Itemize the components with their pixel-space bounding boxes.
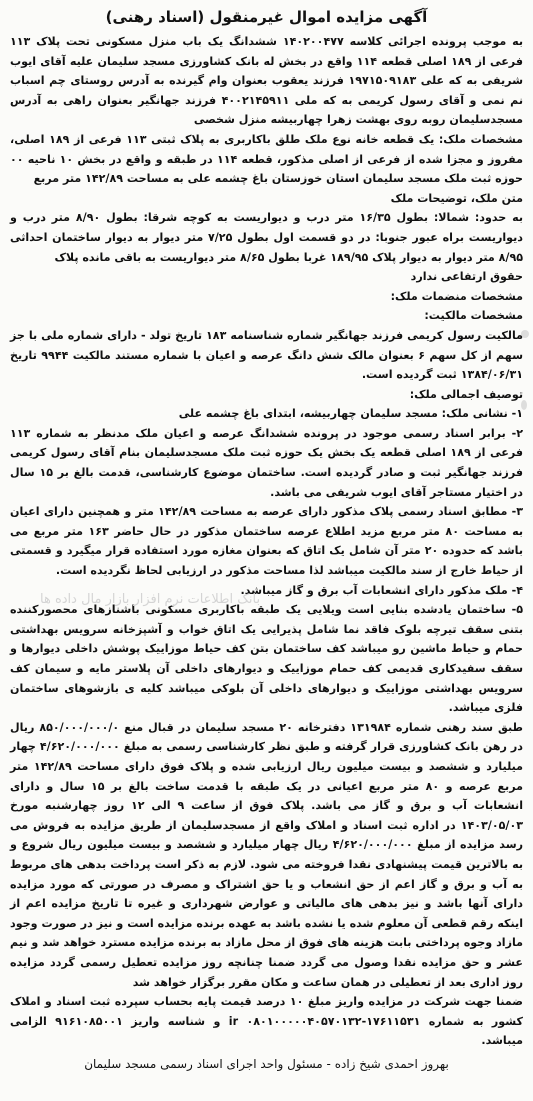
property-boundaries: به حدود: شمالا: بطول ۱۶/۳۵ متر درب و دیواریست به کوچه شرقا: بطول ۸/۹۰ متر درب و دیواریست براه عبور جنوبا: در دو قسمت اول بطول ۷/۲۵ متر دیوار به دیوار ساختمان احداثی ۸/۹۵ متر دیوار به دیوار پلاک ۱۸۹/۹۵ غربا بطول ۸/۶۵ متر دیواریست به باقی مانده پلاک: [10, 211, 523, 264]
ink-spot: [521, 330, 529, 338]
item-address: ۱- نشانی ملک: مسجد سلیمان چهاربیشه، ابتدای باغ چشمه علی: [178, 407, 523, 421]
annex-heading: مشخصات منضمات ملک:: [390, 289, 523, 303]
ownership-paragraph: مالکیت رسول کریمی فرزند جهانگیر شماره شناسنامه ۱۸۳ تاریخ تولد - دارای شماره ملی با جز سهم از کل سهم ۶ بعنوان مالک شش دانگ عرصه و اعیان با شماره مستند مالکیت ۹۹۴۴ تاریخ ۱۳۸۴/۰۶/۳۱ ثبت گردیده است.: [10, 328, 523, 382]
item-utilities: ۴- ملک مذکور دارای انشعابات آب برق و گاز میباشد.: [240, 583, 523, 597]
item-building: ۵- ساختمان یادشده بنایی است ویلایی یک طبقه باکاربری مسکونی باشنازهای محصورکننده بتنی سقف تیرچه بلوک فاقد نما شامل پذیرایی یک اتاق خواب و آشپزخانه سرویس بهداشتی حمام و حیاط ماشین رو میباشد کف ساختمان بتن کف حیاط موزاییک پوشش داخلی دیوارها و سقف سفیدکاری قدیمی کف حمام موزاییک و دیوارهای داخلی آن پلاستر مایه و سیمان کف سرویس بهداشتی موزاییک و دیوارهای داخلی آن بلوکی میباشد کلیه ی بازشوهای ساختمان فلزی میباشد.: [10, 603, 523, 715]
property-specs: مشخصات ملک: یک قطعه خانه نوع ملک طلق باکاربری به پلاک ثبتی ۱۱۳ فرعی از ۱۸۹ اصلی، مفروز و مجزا شده از فرعی از اصلی مذکور، قطعه ۱۱۴ در طبقه و واقع در بخش ۱۰ ناحیه ۰۰ حوزه ثبت ملک مسجد سلیمان استان خوزستان باغ چشمه علی به مساحت ۱۴۲/۸۹ متر مربع: [10, 132, 523, 186]
property-text-label: متن ملک، توضیحات ملک: [390, 191, 523, 205]
ownership-heading: مشخصات مالکیت:: [424, 309, 523, 323]
item-documents: ۲- برابر اسناد رسمی موجود در پرونده ششدانگ عرصه و اعیان ملک مدنظر به شماره ۱۱۳ فرعی از ۱۸۹ اصلی قطعه یک بخش یک حوزه ثبت ملک مسجدسلیمان بنام آقای رسول کریمی فرزند جهانگیر ثبت و صادر گردیده است. ساختمان موضوع کارشناسی، قدمت بالغ بر ۱۵ سال در اختیار مستاجر آقای ایوب شریفی می باشد.: [10, 426, 523, 499]
signature-line: بهروز احمدی شیخ زاده - مسئول واحد اجرای اسناد رسمی مسجد سلیمان: [84, 1056, 449, 1071]
deposit-paragraph: ضمنا جهت شرکت در مزایده واریز مبلغ ۱۰ درصد قیمت پایه بحساب سپرده ثبت اسناد و املاک کشور به شماره ۱۷۶۱۱۵۳۱-۰۸۰۱۰۰۰۰۰۴۰۵۷۰۱۳۲ ir و شناسه واریز ۹۱۶۱۰۸۵۰۰۱ الزامی میباشد.: [10, 995, 524, 1048]
description-heading: توصیف اجمالی ملک:: [409, 387, 523, 401]
watermark-text: بانک اطلاعات نرم افزار بازار مال داده ها: [40, 592, 261, 607]
mortgage-paragraph: طبق سند رهنی شماره ۱۳۱۹۸۴ دفترخانه ۲۰ مسجد سلیمان در قبال منع ۸۵۰/۰۰۰/۰۰۰/۰ ریال در رهن بانک کشاورزی قرار گرفته و طبق نظر کارشناسی رسمی به مبلغ ۴/۶۲۰/۰۰۰/۰۰۰ چهار میلیارد و ششصد و بیست میلیون ریال ارزیابی شده و پلاک فوق دارای مساحت ۱۴۲/۸۹ متر مربع عرصه و ۸۰ متر مربع اعیانی در یک طبقه با قدمت ساخت بالغ بر ۱۵ سال و دارای انشعابات آب و برق و گاز می باشد. پلاک فوق از ساعت ۹ الی ۱۲ روز چهارشنبه مورخ ۱۴۰۳/۰۵/۰۳ در اداره ثبت اسناد و املاک واقع از مسجدسلیمان از طریق مزایده به فروش می رسد مزایده از مبلغ ۴/۶۲۰/۰۰۰/۰۰۰ ریال چهار میلیارد و ششصد و بیست میلیون ریال شروع و به بالاترین قیمت پیشنهادی نقدا فروخته می شود. لازم به ذکر است پرداخت بدهی های مربوط به آب و برق و گاز اعم از حق انشعاب و یا حق اشتراک و مصرف در صورتی که مورد مزایده دارای آنها باشد و نیز بدهی های مالیاتی و عوارض شهرداری و غیره تا تاریخ مزایده اعم از اینکه رقم قطعی آن معلوم شده یا نشده باشد به عهده برنده مزایده است و نیز در صورت وجود مازاد وجوه پرداختی بابت هزینه های فوق از محل مازاد به برنده مزایده مسترد خواهد شد و نیم عشر و حق مزایده نقدا وصول می گردد ضمنا چنانچه روز مزایده تعطیل رسمی گردد مزایده روز اداری بعد از تعطیلی در همان ساعت و مکان مقرر برگزار خواهد شد: [10, 720, 523, 989]
item-area: ۳- مطابق اسناد رسمی پلاک مذکور دارای عرصه به مساحت ۱۴۲/۸۹ متر و همچنین دارای اعیان به مساحت ۸۰ متر مربع مزید اطلاع عرصه ساختمان مذکور در حال حاضر ۱۶۳ متر مربع می باشد که حدوده ۲۰ متر آن شامل یک اتاق که بعنوان مغازه مورد استفاده قرار میگیرد و قسمتی از حیاط خارج از سند مالکیت میباشد لذا مساحت مذکور در ارزیابی لحاظ نگردیده است.: [10, 505, 523, 578]
easement-note: حقوق ارتفاعی ندارد: [410, 270, 523, 284]
intro-paragraph: به موجب پرونده اجرائی کلاسه ۱۴۰۲۰۰۴۷۷ ششدانگ یک باب منزل مسکونی تحت پلاک ۱۱۳ فرعی از ۱۸۹ اصلی قطعه ۱۱۴ واقع در بخش له بانک کشاورزی مسجد سلیمان علیه آقای ایوب شریفی به که علی ۱۹۷۱۵۰۹۱۸۳ فرزند یعقوب بعنوان وام گیرنده به آدرس روستای چم اسباب نم نمی و آقای رسول کریمی به که ملی ۴۰۰۲۱۴۵۹۱۱ فرزند جهانگیر بعنوان راهی به آدرس مسجدسلیمان روبه روی بهشت زهرا چهاربیشه منزل شخصی: [10, 35, 524, 127]
ink-spot: [521, 400, 527, 410]
notice-title: آگهی مزایده اموال غیرمنقول (اسناد رهنی): [105, 8, 428, 26]
